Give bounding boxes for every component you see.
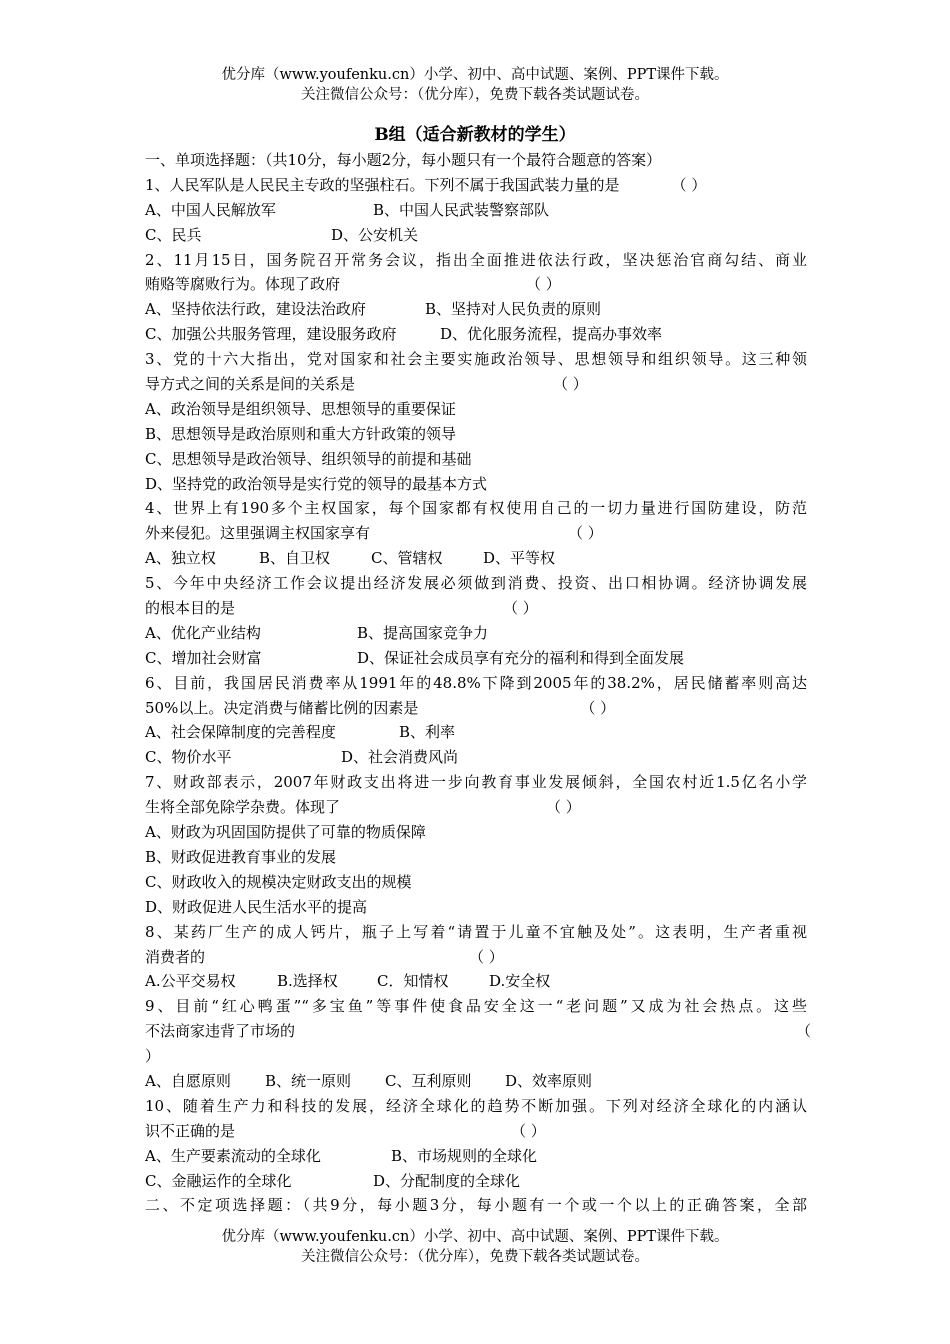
question-5-options-ab xyxy=(145,621,807,646)
option-a: A、生产要素流动的全球化 xyxy=(145,1146,321,1165)
option-b: B、统一原则 xyxy=(265,1071,352,1090)
option-d: D、效率原则 xyxy=(505,1071,593,1090)
question-3-option-a: A、政治领导是组织领导、思想领导的重要保证 xyxy=(145,399,456,418)
option-d: D、分配制度的全球化 xyxy=(373,1171,521,1190)
question-9-stem-line-1: 9、目前“红心鸭蛋”“多宝鱼”等事件使食品安全这一“老问题”又成为社会热点。这些 xyxy=(145,997,807,1016)
question-7-stem-line-1: 7、财政部表示，2007年财政支出将进一步向教育事业发展倾斜，全国农村近1.5亿名小学 xyxy=(145,773,807,792)
section-title: B组（适合新教材的学生） xyxy=(374,125,576,145)
footer-line-1: 优分库（www.youfenku.cn）小学、初中、高中试题、案例、PPT课件下载。 xyxy=(221,1229,729,1245)
option-c: C、互利原则 xyxy=(385,1071,472,1090)
answer-bracket: （ ） xyxy=(546,798,581,817)
question-5-stem-line-2: 的根本目的是 （ ） xyxy=(145,599,538,618)
answer-bracket: （ ） xyxy=(503,599,538,618)
answer-bracket: （ ） xyxy=(526,275,561,294)
option-a: A、优化产业结构 xyxy=(145,623,261,642)
option-c: C、管辖权 xyxy=(371,549,443,568)
option-a: A.公平交易权 xyxy=(145,972,236,991)
question-6-stem-line-2: 50%以上。决定消费与储蓄比例的因素是 （ ） xyxy=(145,698,616,717)
question-1-options-cd xyxy=(145,223,807,248)
page-footer xyxy=(0,1227,950,1267)
option-a: A、中国人民解放军 xyxy=(145,200,276,219)
option-a: A、独立权 xyxy=(145,549,216,568)
question-3-stem-line-1: 3、党的十六大指出，党对国家和社会主要实施政治领导、思想领导和组织领导。这三种领 xyxy=(145,350,807,369)
question-9-stem-line-2: 不法商家违背了市场的 （ xyxy=(145,1019,807,1044)
section-heading-1: 一、单项选择题：（共10分，每小题2分，每小题只有一个最符合题意的答案） xyxy=(145,151,662,169)
question-7-option-d: D、财政促进人民生活水平的提高 xyxy=(145,897,368,916)
question-7-option-b: B、财政促进教育事业的发展 xyxy=(145,847,337,866)
option-d: D、优化服务流程，提高办事效率 xyxy=(440,325,663,344)
option-b: B、提高国家竞争力 xyxy=(357,623,489,642)
answer-bracket: （ ） xyxy=(671,175,707,194)
answer-bracket: （ ） xyxy=(469,947,504,966)
question-5-stem-line-1: 5、今年中央经济工作会议提出经济发展必须做到消费、投资、出口相协调。经济协调发展 xyxy=(145,574,807,593)
option-c: C、物价水平 xyxy=(145,748,232,767)
option-b: B、利率 xyxy=(399,723,456,742)
question-3-option-c: C、思想领导是政治领导、组织领导的前提和基础 xyxy=(145,449,472,468)
question-7-option-c: C、财政收入的规模决定财政支出的规模 xyxy=(145,872,412,891)
option-b: B、中国人民武装警察部队 xyxy=(373,200,550,219)
question-8-options xyxy=(145,969,807,994)
option-b: B、市场规则的全球化 xyxy=(391,1146,538,1165)
question-6-stem-line-1: 6、目前，我国居民消费率从1991年的48.8%下降到2005年的38.2%，居民储蓄率则高达 xyxy=(145,673,807,692)
question-4-stem-line-2: 外来侵犯。这里强调主权国家享有 （ ） xyxy=(145,524,603,543)
section-heading-2: 二、不定项选择题：（共9分，每小题3分，每小题有一个或一个以上的正确答案，全部 xyxy=(145,1196,807,1215)
answer-bracket-open: （ xyxy=(795,1022,811,1041)
question-10-stem-line-1: 10、随着生产力和科技的发展，经济全球化的趋势不断加强。下列对经济全球化的内涵认 xyxy=(145,1096,807,1115)
question-5-options-cd xyxy=(145,646,807,671)
option-b: B、坚持对人民负责的原则 xyxy=(425,300,602,319)
question-6-options-ab xyxy=(145,720,807,745)
footer-line-2: 关注微信公众号：（优分库），免费下载各类试题试卷。 xyxy=(301,1249,649,1265)
question-7-option-a: A、财政为巩固国防提供了可靠的物质保障 xyxy=(145,823,426,842)
question-2-stem-line-1: 2、11月15日，国务院召开常务会议，指出全面推进依法行政，坚决惩治官商勾结、商业 xyxy=(145,250,807,269)
option-c: C、加强公共服务管理，建设服务政府 xyxy=(145,325,397,344)
answer-bracket: （ ） xyxy=(511,1121,546,1140)
question-10-options-ab xyxy=(145,1144,807,1169)
question-8-stem-line-2: 消费者的 （ ） xyxy=(145,947,504,966)
answer-bracket: （ ） xyxy=(553,375,588,394)
option-c: C、民兵 xyxy=(145,225,202,244)
header-line-1: 优分库（www.youfenku.cn）小学、初中、高中试题、案例、PPT课件下载。 xyxy=(221,67,729,83)
question-7-stem-line-2: 生将全部免除学杂费。体现了 （ ） xyxy=(145,798,581,817)
question-9-bracket-close: ） xyxy=(145,1047,161,1066)
question-10-options-cd xyxy=(145,1169,807,1194)
answer-bracket: （ ） xyxy=(580,698,616,717)
page-header xyxy=(0,65,950,105)
option-a: A、社会保障制度的完善程度 xyxy=(145,723,336,742)
option-c: C、增加社会财富 xyxy=(145,648,262,667)
exam-body xyxy=(145,148,811,1218)
option-c: C．知情权 xyxy=(377,972,449,991)
option-d: D、保证社会成员享有充分的福利和得到全面发展 xyxy=(357,648,685,667)
question-6-options-cd xyxy=(145,745,807,770)
question-3-stem-line-2: 导方式之间的关系是间的关系是 （ ） xyxy=(145,375,588,394)
header-line-2: 关注微信公众号：（优分库），免费下载各类试题试卷。 xyxy=(301,87,649,103)
question-1-options-ab xyxy=(145,198,807,223)
option-a: A、坚持依法行政，建设法治政府 xyxy=(145,300,366,319)
question-3-option-d: D、坚持党的政治领导是实行党的领导的最基本方式 xyxy=(145,474,488,493)
option-d: D、社会消费风尚 xyxy=(341,748,459,767)
option-b: B.选择权 xyxy=(277,972,338,991)
option-a: A、自愿原则 xyxy=(145,1071,231,1090)
question-1-stem: 1、人民军队是人民民主专政的坚强柱石。下列不属于我国武装力量的是 （ ） xyxy=(145,175,707,194)
question-2-options-ab xyxy=(145,297,807,322)
option-d: D.安全权 xyxy=(489,972,551,991)
question-2-options-cd xyxy=(145,322,807,347)
answer-bracket: （ ） xyxy=(568,524,603,543)
question-10-stem-line-2: 识不正确的是 （ ） xyxy=(145,1121,546,1140)
question-9-options xyxy=(145,1069,807,1094)
option-d: D、平等权 xyxy=(483,549,556,568)
option-b: B、自卫权 xyxy=(259,549,331,568)
question-2-stem-line-2: 贿赂等腐败行为。体现了政府 （ ） xyxy=(145,275,561,294)
question-8-stem-line-1: 8、某药厂生产的成人钙片，瓶子上写着“请置于儿童不宜触及处”。这表明，生产者重视 xyxy=(145,922,807,941)
question-3-option-b: B、思想领导是政治原则和重大方针政策的领导 xyxy=(145,424,457,443)
question-4-stem-line-1: 4、世界上有190多个主权国家，每个国家都有权使用自己的一切力量进行国防建设，防范 xyxy=(145,499,807,518)
option-d: D、公安机关 xyxy=(331,225,419,244)
question-4-options xyxy=(145,546,807,571)
option-c: C、金融运作的全球化 xyxy=(145,1171,292,1190)
